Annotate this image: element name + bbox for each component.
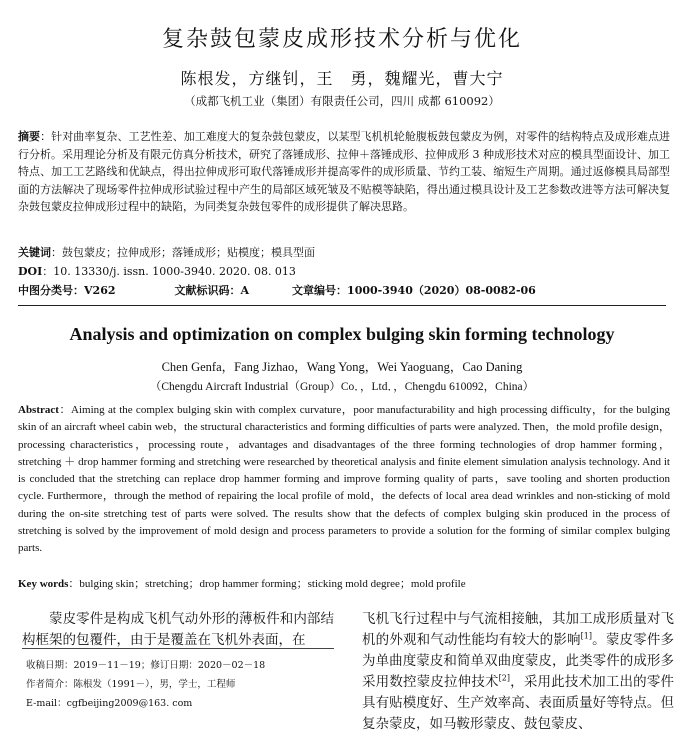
abstract-cn-label: 摘要 <box>18 130 41 143</box>
reference-1: [1] <box>580 631 593 641</box>
keywords-cn <box>18 244 315 260</box>
classification-line <box>18 282 536 298</box>
footnote-author-bio: 作者简介：陈根发（1991－），男，学士，工程师 <box>26 679 236 690</box>
authors-cn: 陈根发，方继钊，王 勇，魏耀光，曹大宁 <box>180 69 504 88</box>
doi-label: DOI <box>18 265 43 278</box>
doc-code-value: A <box>240 284 250 297</box>
doc-code-label: 文献标识码： <box>174 284 241 297</box>
keywords-en-text: ：bulging skin；stretching；drop hammer forming；sticking mold degree；mold profile <box>68 578 466 590</box>
footnote-email: E-mail：cgfbeijing2009@163. com <box>26 698 193 709</box>
abstract-en-text: ：Aiming at the complex bulging skin with complex curvature，poor manufacturability and high processing difficulty，for the bulging skin of an aircraft wheel cabin web，the structural characteristics and forming difficulties of parts were analyzed. Then，the mold profile design，processing characteristics，processing route，advantages and disadvantages of the three forming technologies of drop hammer forming，stretching ＋ drop hammer forming and stretching were researched by theoretical analysis and finite element simulation analysis technology. And it is concluded that the stretching can replace drop hammer forming and improve forming quality of parts，save tooling and shorten production cycle. Furthermore，through the method of repairing the local profile of mold，the defects of local area dead wrinkles and non-sticking of mold during the on-site stretching test of parts were solved. The results show that the defects of complex bulging skin produced in the process of stretching is solved by the improvement of mold design and process parameters to provide a solution for the forming of similar complex bulging parts. <box>18 404 670 555</box>
article-number-label: 文章编号： <box>292 284 348 297</box>
keywords-en-label: Key words <box>18 578 69 590</box>
clc-value: V262 <box>84 284 116 297</box>
authors-en: Chen Genfa，Fang Jizhao，Wang Yong，Wei Yaoguang，Cao Daning <box>161 360 523 374</box>
keywords-en <box>18 575 466 591</box>
article-number-value: 1000-3940（2020）08-0082-06 <box>347 284 536 297</box>
body-right-column <box>362 609 674 735</box>
body-right-text-2: 。蒙皮零件多为单曲度蒙皮和简单双曲度蒙皮，此类零件的成形多采用数控蒙皮拉伸技术 <box>362 632 675 690</box>
abstract-cn <box>18 128 670 216</box>
paper-title-cn: 复杂鼓包蒙皮成形技术分析与优化 <box>161 27 522 52</box>
paper-title-en: Analysis and optimization on complex bulging skin forming technology <box>69 324 615 344</box>
doi-text: ：10. 13330/j. issn. 1000-3940. 2020. 08. 013 <box>42 265 296 278</box>
section-divider <box>18 305 666 306</box>
affiliation-en: （Chengdu Aircraft Industrial（Group）Co．，Ltd．，Chengdu 610092，China） <box>149 381 535 393</box>
keywords-cn-text: ：鼓包蒙皮；拉伸成形；落锤成形；贴模度；模具型面 <box>51 246 315 259</box>
affiliation-cn: （成都飞机工业（集团）有限责任公司，四川 成都 610092） <box>184 94 500 108</box>
reference-2: [2] <box>498 673 511 683</box>
footnote-divider <box>22 648 334 649</box>
doi-line <box>18 263 296 279</box>
abstract-en <box>18 402 670 558</box>
body-right-text-1: 飞机飞行过程中与气流相接触，其加工成形质量对飞机的外观和气动性能均有较大的影响 <box>362 611 674 648</box>
abstract-cn-text: ：针对曲率复杂、工艺性差、加工难度大的复杂鼓包蒙皮，以某型飞机机轮舱腹板鼓包蒙皮为例，对零件的结构特点及成形难点进行分析。采用理论分析及有限元仿真分析技术，研究了落锤成形、拉伸＋落锤成形、拉伸成形 3 种成形技术对应的模具型面设计、加工特点、加工工艺路线和优缺点，得出拉伸成形可取代落锤成形并提高零件的成形质量、节约工装、缩短生产周期。通过返修模具局部型面的方法解决了现场零件拉伸成形试验过程中产生的局部区域死皱及不贴模等缺陷，得出通过模具设计及工艺参数改进等方法可解决复杂鼓包蒙皮拉伸成形过程中的缺陷，为同类复杂鼓包零件的成形提供了解决思路。 <box>18 130 671 214</box>
footnote-received: 收稿日期：2019－11－19；修订日期：2020－02－18 <box>26 660 266 671</box>
abstract-en-label: Abstract <box>18 404 59 416</box>
body-left-column: 蒙皮零件是构成飞机气动外形的薄板件和内部结构框架的包覆件，由于是覆盖在飞机外表面，在 <box>22 611 334 648</box>
body-right-text-3: ，采用此技术加工出的零件具有贴模度好、生产效率高、表面质量好等特点。但复杂蒙皮，如马鞍形蒙皮、鼓包蒙皮、 <box>362 674 675 732</box>
clc-label: 中图分类号： <box>18 284 84 297</box>
keywords-cn-label: 关键词 <box>18 246 51 259</box>
